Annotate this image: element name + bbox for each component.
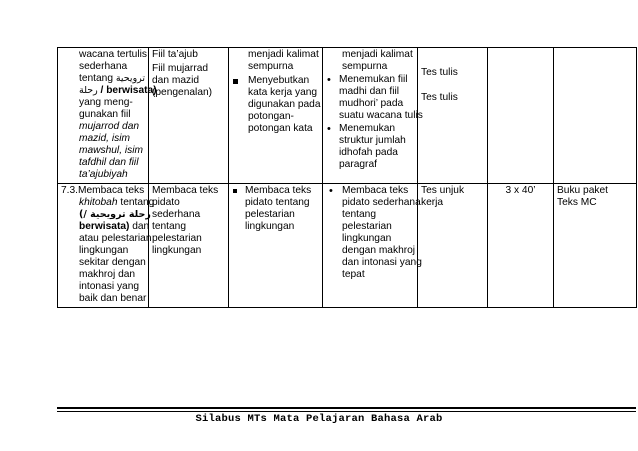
footer-divider <box>57 411 636 412</box>
cell-line: sekitar dengan <box>79 257 146 268</box>
cell-line: Membaca teks <box>152 185 219 196</box>
cell-line: Menyebutkan <box>248 75 310 86</box>
cell-line <box>79 73 145 85</box>
source-cell <box>554 184 637 308</box>
cell-line <box>79 209 151 221</box>
cell-line: sederhana <box>79 61 128 72</box>
cell-line: pelestarian <box>245 209 295 220</box>
cell-line: kerja <box>421 197 444 208</box>
list-item <box>232 185 319 233</box>
cell-text: tentang <box>117 197 155 208</box>
table-row <box>58 184 637 308</box>
arabic-text: ترويحية <box>115 73 146 84</box>
cell-text: tentang <box>79 73 116 84</box>
cell-line: suatu wacana tulis <box>339 110 423 121</box>
competency-cell <box>58 184 155 308</box>
material-cell <box>149 184 229 308</box>
time-allocation: 3 x 40’ <box>505 185 536 196</box>
cell-line: pelestarian <box>342 221 392 232</box>
cell-text: khitobah <box>79 197 118 208</box>
page-footer: Silabus MTs Mata Pelajaran Bahasa Arab <box>195 413 443 425</box>
list-item <box>232 75 319 135</box>
cell-line: pidato tentang <box>245 197 310 208</box>
cell-line: tentang <box>152 221 186 232</box>
cell-line: Membaca teks <box>342 185 409 196</box>
cell-line: mujarrod dan <box>79 121 140 132</box>
cell-line: paragraf <box>339 159 377 170</box>
cell-line <box>79 221 150 233</box>
assessment-cell <box>418 48 488 184</box>
cell-line: pidato sederhana <box>342 197 421 208</box>
material-cell <box>149 48 229 184</box>
cell-line: atau pelestarian <box>79 233 152 244</box>
arabic-text: رحلة <box>79 85 98 96</box>
cell-line: mazid, isim <box>79 133 130 144</box>
cell-line: lingkungan <box>245 221 295 232</box>
cell-line: mudhori’ pada <box>339 98 404 109</box>
cell-line <box>79 85 157 97</box>
cell-line: Fiil ta’ajub <box>152 49 198 60</box>
cell-line: struktur jumlah <box>339 135 406 146</box>
cell-line: lingkungan <box>79 245 129 256</box>
cell-line: Menemukan <box>339 123 396 134</box>
dot-bullet-icon: • <box>327 123 331 135</box>
dot-bullet-icon: • <box>327 74 331 86</box>
syllabus-table <box>57 47 637 308</box>
source-cell <box>554 48 637 184</box>
cell-line: kata kerja yang <box>248 87 318 98</box>
cell-line: tentang <box>342 209 376 220</box>
cell-line: lingkungan <box>342 233 392 244</box>
footer-divider <box>57 407 636 409</box>
list-item <box>326 123 414 171</box>
cell-line: dan mazid <box>152 75 200 86</box>
cell-line: ta’ajubiyah <box>79 169 128 180</box>
cell-text: / berwisata) <box>97 85 157 96</box>
indicator-cell <box>323 48 423 184</box>
cell-line: tepat <box>342 269 365 280</box>
cell-text: berwisata) <box>79 221 130 232</box>
cell-line: madhi dan fiil <box>339 86 400 97</box>
activity-cell <box>229 184 323 308</box>
cell-line <box>79 197 155 209</box>
cell-line: sempurna <box>342 61 388 72</box>
competency-cell <box>58 48 157 184</box>
cell-line: Buku paket <box>557 185 608 196</box>
cell-line: digunakan pada <box>248 99 321 110</box>
time-cell <box>488 48 554 184</box>
cell-line: yang meng- <box>79 97 133 108</box>
cell-line: sederhana <box>152 209 201 220</box>
arabic-text: رحلة ترويحية /) <box>79 209 151 220</box>
cell-line: potongan- <box>248 111 294 122</box>
cell-line: Membaca teks <box>245 185 312 196</box>
cell-line: mawshul, isim <box>79 145 143 156</box>
activity-cell <box>229 48 323 184</box>
cell-line: lingkungan <box>152 245 202 256</box>
cell-line: 7.3.Membaca teks <box>61 185 145 196</box>
cell-line: dengan makhroj <box>342 245 416 256</box>
cell-line: pelestarian <box>152 233 202 244</box>
cell-line: Menemukan fiil <box>339 74 408 85</box>
cell-line: Tes unjuk <box>421 185 465 196</box>
cell-line: (pengenalan) <box>152 87 213 98</box>
cell-line: potongan kata <box>248 123 313 134</box>
cell-line: tafdhil dan fiil <box>79 157 139 168</box>
cell-line: menjadi kalimat <box>342 49 413 60</box>
cell-line: menjadi kalimat <box>248 49 319 60</box>
cell-line: intonasi yang <box>79 281 140 292</box>
cell-line: baik dan benar <box>79 293 147 304</box>
cell-text: dan <box>129 221 150 232</box>
cell-line: idhofah pada <box>339 147 398 158</box>
list-item <box>326 74 423 122</box>
cell-line: Tes tulis <box>421 67 458 78</box>
table-row <box>58 48 637 184</box>
square-bullet-icon <box>233 185 237 197</box>
square-bullet-icon <box>233 75 238 88</box>
list-item <box>326 185 422 281</box>
cell-line: Fiil mujarrad <box>152 63 209 74</box>
cell-line: Tes tulis <box>421 92 458 103</box>
cell-line: pidato <box>152 197 180 208</box>
indicator-cell <box>323 184 422 308</box>
assessment-cell <box>418 184 488 308</box>
cell-line: makhroj dan <box>79 269 136 280</box>
cell-line: Teks MC <box>557 197 597 208</box>
cell-line: wacana tertulis <box>79 49 147 60</box>
dot-bullet-icon: • <box>329 185 333 197</box>
cell-line: dan intonasi yang <box>342 257 422 268</box>
cell-line: sempurna <box>248 61 294 72</box>
cell-line: gunakan fiil <box>79 109 131 120</box>
time-cell <box>488 184 554 308</box>
